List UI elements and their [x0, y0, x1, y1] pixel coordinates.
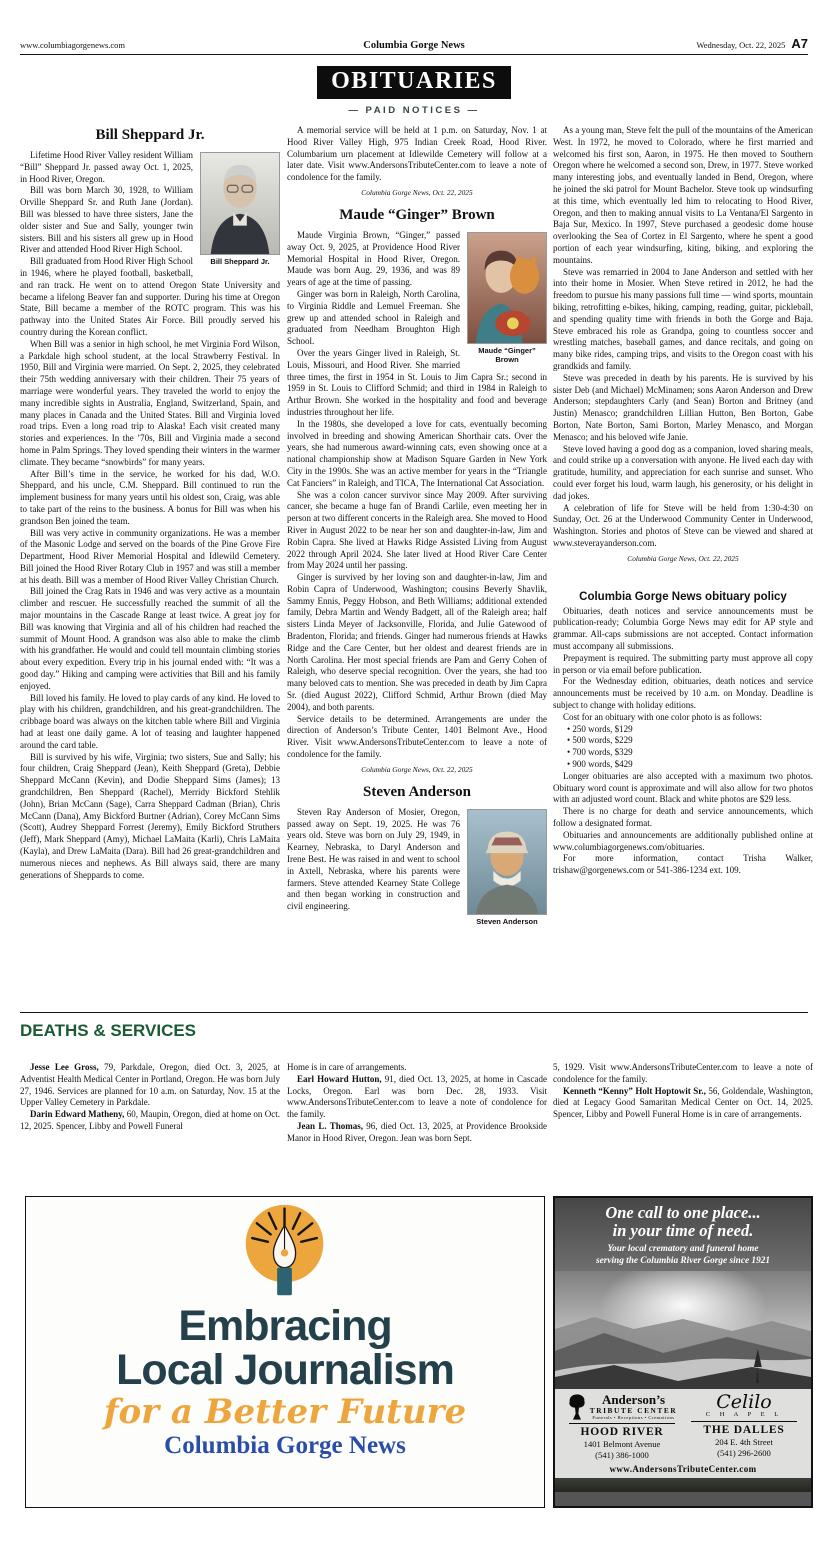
paragraph: Steve loved having a good dog as a companion, loved sharing meals, and could strike up a conversation with anyone. He lived each day with gratitude, humility, and appreciation for each sunrise and sunset. Who could ever forget his loud, warm laugh, his generosity, or his delight in dad jokes.: [553, 443, 813, 501]
policy-title: Columbia Gorge News obituary policy: [579, 590, 787, 603]
paragraph: Bill joined the Crag Rats in 1946 and was very active as a mountain climber and rescuer. He successfully reached the summit of all the major mountains in the Cascade Range at least twice. A great joy for Bill was knowing that Virginia and all of his children had reached the summit of Mount Hood. A grandson was also able to make the climb with his grandfather. He would and could tell mountain climbing stories about every expedition. Every trip in his journal ended with: “It was a good day.” Hiking and camping were activities that Bill and his family enjoyed.: [20, 586, 280, 691]
paragraph: Kenneth “Kenny” Holt Hoptowit Sr., 56, Goldendale, Washington, died at Legacy Good Samaritan Medical Center on Oct. 14, 2025. Spencer, Libby and Powell Funeral Home is in care of arrangements.: [553, 1085, 814, 1120]
paragraph: Cost for an obituary with one color photo is as follows:: [563, 711, 762, 722]
paragraph: Steve was preceded in death by his parents. He is survived by his sister Deb (and Michael) McMinamen; sons Aaron Anderson and Drew Anderson; stepdaughters Carly (and Sean) Borton and Britney (and Justin) Menasco; grandchildren Lillian Hutton, Ben Borton, Gabe Borton, Nate Borton, Sami Borton, Marley Menasco, and Morgan Menasco; and his beloved wife Janie.: [553, 372, 813, 442]
the-dalles-address: 204 E. 4th Street: [715, 1437, 773, 1447]
paragraph: Service details to be determined. Arrangements are under the direction of Anderson’s Tribute Center, 1401 Belmont Ave., Hood River. Visit www.AndersonsTributeCenter.com to leave a note of condolence for the family.: [287, 713, 547, 760]
ad-script-line: for a Better Future: [103, 1392, 467, 1432]
the-dalles-phone: (541) 296-2600: [717, 1447, 771, 1458]
tree-logo-icon: [567, 1393, 587, 1421]
portrait-placeholder-icon: [468, 810, 546, 914]
header-rule: [20, 54, 808, 55]
masthead: [20, 36, 808, 52]
paragraph: Earl Howard Hutton, 91, died Oct. 13, 2025, at home in Cascade Locks, Oregon. Earl was born Dec. 28, 1933. Visit www.AndersonsTributeCenter.com to leave a note of condolence for the family.: [287, 1073, 547, 1120]
the-dalles-location: [683, 1393, 805, 1460]
policy-paragraphs-bottom: [553, 771, 813, 877]
paragraph: Longer obituaries are also accepted with a maximum two photos. Obituary word count is approximate and will also allow for two photos with an adjusted word count. Black and white photos are $29 less.: [553, 770, 813, 805]
ad-headline-block: [555, 1198, 811, 1271]
column-2: [287, 125, 547, 1011]
paragraph: For the Wednesday edition, obituaries, death notices and service announcements must be received by 10 a.m. on Monday. Deadline is subject to change with holiday editions.: [553, 676, 813, 711]
paragraph: Obituaries and announcements are additionally published online at www.columbiagorgenews.com/obituaries.: [553, 829, 813, 852]
andersons-name: Anderson’s: [601, 1392, 666, 1407]
obit-bill-continuation: [287, 125, 547, 184]
steven-anderson-photo: [467, 809, 547, 915]
ad-headline-line1: Embracing: [178, 1302, 392, 1350]
divider: [569, 1423, 675, 1424]
obit-bill-body: [20, 150, 280, 881]
hood-river-phone: (541) 386-1000: [595, 1449, 649, 1460]
paragraph: • 250 words, $129: [567, 723, 633, 734]
ad-footer-strip: [555, 1478, 811, 1492]
obit-maude-body: [287, 230, 547, 761]
credit-line: Columbia Gorge News, Oct. 22, 2025: [627, 553, 739, 563]
photo-caption: Bill Sheppard Jr.: [210, 257, 270, 266]
paragraph: Bill loved his family. He loved to play cards of any kind. He loved to play with his children, grandchildren, and his great-grandchildren. The cribbage board was always on the kitchen table where Bill and Virginia had at least one daily game. A lot of teasing and laughter happened around the card table.: [20, 692, 280, 750]
paragraph: Ginger is survived by her loving son and daughter-in-law, Jim and Robin Capra of Underwood, Washington; cousins Beverly Shavlik, Sammy Ennis, Peggy Hobson, and Beth Williams; additional extended family, Debra Martin and Wendy Badgett, all of the Raleigh area; half sisters Linda Meyer of Jacksonville, Florida, and Julie Gatewood of Bradenton, Florida; and friends. Ginger had numerous friends at Hawks Ridge and the Care Center, but her oldest and dearest friends are in North Carolina. Her most special friends are Pam and Gerry Cohen of Raleigh, who deserve special recognition. Over the years, she had too many beloved cats to mention. She was preceded in death by Jim Capra Sr. (died August 2022), Clifford Schmid, Arthur Brown (died May 2004), and both parents.: [287, 572, 547, 712]
credit-line: Columbia Gorge News, Oct. 22, 2025: [361, 764, 473, 774]
issue-date: Wednesday, Oct. 22, 2025: [696, 40, 786, 50]
photo-caption: Maude “Ginger” Brown: [478, 345, 536, 364]
paragraph: • 700 words, $329: [567, 747, 633, 758]
paragraph: In the 1980s, she developed a love for cats, eventually becoming involved in breeding and showing American Shorthair cats. Over the years, she had numerous award-winning cats, even showing once at a national championship show at Madison Square Garden in New York City in the 1990s. She was an active member for years in the “Triangle Cat Fanciers” in Raleigh, and TICA, The International Cat Association.: [287, 418, 547, 488]
paragraph: • 500 words, $229: [567, 735, 633, 746]
obit-title-steven: Steven Anderson: [363, 783, 471, 800]
section-rule: [20, 1012, 808, 1013]
paragraph: When Bill was a senior in high school, he met Virginia Ford Wilson, a Parkdale high school student, at the local Strawberry Festival. In 1950, Bill and Virginia were married. On Sept. 2, 2025, they celebrated their 75th wedding anniversary with their children. Their 75 years of marriage were wonderful years. They traveled the world to enjoy the many incredible sights in Australia, England, Switzerland, Spain, and many places in Canada and the United States. Bill and Virginia loved road trips. Even a long road trip to Alaska! Each visit created many stories and experiences. In the ’70s, Bill and Virginia made a second home in Palm Springs. They loved spending their winters in the warmer climate. They became “snowbirds” for many years.: [20, 338, 280, 467]
paragraph: Over the years Ginger lived in Raleigh, St. Louis, Missouri, and Hood River. She married three times, the first in 1954 in St. Louis to Jim Capra Sr.; second in 1959 in St. Louis to Clifford Schmid; and third in 1984 in Raleigh to Arthur Brown. She worked in the hospitality and food and beverage industries throughout her life.: [287, 347, 547, 417]
photo-caption: Steven Anderson: [476, 916, 538, 926]
deaths-and-services-section: [20, 1012, 814, 1182]
paragraph: Home is in care of arrangements.: [287, 1062, 407, 1072]
obituary-policy: [553, 591, 813, 877]
obit-steven-continuation: [553, 125, 813, 550]
paragraph: Darin Edward Matheny, 60, Maupin, Oregon, died at home on Oct. 12, 2025. Spencer, Libby and Powell Funeral: [20, 1109, 281, 1131]
paragraph: After Bill’s time in the service, he worked for his dad, W.O. Sheppard, and his uncle, C.M. Sheppard. Bill continued to run the implement business for many years until his oldest son, Craig, was able to take part of the reins to the business. A bonus for Bill was when his grandson Ben joined the team.: [20, 468, 280, 526]
paragraph: She was a colon cancer survivor since May 2009. After surviving cancer, she became a huge fan of Brandi Carlile, even meeting her in person at two different concerts in the Raleigh area. She moved to Hood River in August 2022 to be near her son and daughter-in-law, Jim and Robin Capra. She lived at Hawks Ridge Assisted Living from August 2022 through April 2024. She later lived at Hood River Care Center from May 2024 until her passing.: [287, 489, 547, 571]
deaths-column-3: [553, 1062, 813, 1121]
paragraph: For more information, contact Trisha Walker, trishaw@gorgenews.com or 541-386-1234 ext. 109.: [553, 853, 813, 876]
credit-line: Columbia Gorge News, Oct. 22, 2025: [361, 187, 473, 197]
hood-river-address: 1401 Belmont Avenue: [583, 1439, 661, 1449]
paragraph: Prepayment is required. The submitting party must approve all copy in person or via email before publication.: [553, 652, 813, 675]
paragraph: 5, 1929. Visit www.AndersonsTributeCenter.com to leave a note of condolence for the family.: [553, 1062, 813, 1084]
policy-bullet-list: [553, 724, 813, 771]
paragraph: A celebration of life for Steve will be held from 1:30-4:30 on Sunday, Oct. 26 at the Underwood Community Center in Underwood, Washington. Stories and photos of Steve can be viewed and shared at www.steverayanderson.com.: [553, 502, 813, 548]
ad-headline-line2: Local Journalism: [116, 1346, 454, 1394]
hood-river-city: HOOD RIVER: [580, 1426, 664, 1438]
date-page: [545, 36, 808, 51]
paragraph: Bill was very active in community organizations. He was a member of the Masonic Lodge and served on the boards of the Pine Grove Fire Department, Hood River Memorial Hospital and Idlewild Cemetery. Bill joined the Hood River Rotary Club in 1957 and was still a member at his death. Bill was a member of Hood River Valley Christian Church.: [20, 527, 280, 585]
ad-headline-line2: in your time of need.: [612, 1221, 754, 1240]
paragraph: Bill graduated from Hood River High School in 1946, where he played football, basketball, and ran track. He went on to attend Oregon State University and became a lifelong Beaver fan and supporter. During his time at Oregon State, Bill became a member of the ROTC program. This was his pathway into the United States Air Force. Bill proudly served his country during the Korean conflict.: [20, 256, 280, 337]
paragraph: Steven Ray Anderson of Mosier, Oregon, passed away on Sept. 19, 2025. He was 76 years old. Steve was born on July 29, 1949, in Kearney, Nebraska, to Daryl Anderson and Irene Best. He was raised in and went to school in Axtell, Nebraska, where his parents were farmers. Steve attended Kearney State College and then began working in construction and civil engineering.: [287, 806, 460, 912]
gorge-photo: [555, 1271, 811, 1389]
deaths-column-1: [20, 1062, 280, 1133]
obituaries-title: OBITUARIES: [317, 66, 511, 99]
pen-nib-icon: [243, 1203, 326, 1299]
bill-sheppard-photo: [200, 152, 280, 255]
column-1: [20, 125, 280, 1011]
bill-sheppard-photo-figure: [200, 152, 280, 266]
paragraph: A memorial service will be held at 1 p.m. on Saturday, Nov. 1 at Hood River Valley High, 975 Indian Creek Road, Hood River. Columbarium urn placement at Idlewilde Cemetery will follow at a later date. Visit www.AndersonsTributeCenter.com to leave a note of condolence for the family.: [287, 125, 547, 183]
paragraph: • 900 words, $429: [567, 759, 633, 770]
policy-paragraphs-top: [553, 606, 813, 724]
steven-anderson-photo-figure: [467, 809, 547, 926]
obit-title-bill: Bill Sheppard Jr.: [95, 127, 205, 143]
local-journalism-ad: [25, 1196, 545, 1508]
paragraph: Lifetime Hood River Valley resident William “Bill” Sheppard Jr. passed away Oct. 1, 2025, in Hood River, Oregon.: [20, 150, 193, 184]
ad-headline-line1: One call to one place...: [605, 1203, 761, 1222]
publication-name: Columbia Gorge News: [363, 40, 465, 51]
paragraph: Jean L. Thomas, 96, died Oct. 13, 2025, at Providence Brookside Manor in Hood River, Oregon. Jean was born Sept.: [287, 1120, 547, 1143]
paragraph: As a young man, Steve felt the pull of the mountains of the American West. In 1972, he moved to Colorado, where he first married and welcomed his first son, Aaron, in 1975. He then moved to Southern Oregon where he welcomed a second son, Drew, in 1977. Steve worked many interesting jobs, and eventually landed in Bend, Oregon, where he joined the ski patrol for Mount Bachelor. Steve took up windsurfing at this time, which eventually led him to relocating to Hood River, Oregon, and then to making annual visits to La Ventana/El Sargento in Baja Sur, Mexico. In 1997, Steve purchased a geodesic dome house overlooking the Sea of Cortez in El Sargento, where he spent a good portion of each year windsurfing, kiting, biking, and exploring the mountains.: [553, 125, 813, 265]
ad-subline2: serving the Columbia River Gorge since 1921: [595, 1255, 771, 1266]
ad-brand-line: Columbia Gorge News: [164, 1432, 406, 1459]
obit-steven-body: [287, 806, 547, 926]
gorge-landscape-graphic: [555, 1271, 811, 1389]
andersons-tribute-center-ad: [553, 1196, 813, 1508]
paragraph: Bill was born March 30, 1928, to William Orville Sheppard Sr. and Ruth Jane (Jordan). Bill was blessed to have three sisters, Jane the older sister and Sue and Sally, younger twin sisters. Bill and his sisters all grew up in Hood River and attended Hood River High School.: [20, 185, 193, 255]
hood-river-location: [561, 1393, 683, 1460]
deaths-services-title: DEATHS & SERVICES: [20, 1021, 197, 1040]
maude-brown-photo: [467, 232, 547, 344]
maude-brown-photo-figure: [467, 232, 547, 364]
paragraph: Jesse Lee Gross, 79, Parkdale, Oregon, died Oct. 3, 2025, at Adventist Health Medical Center in Portland, Oregon. He was born July 27, 1946. Services are planned for 10 a.m. on Saturday, Nov. 15 at the Upper Valley Cemetery in Parkdale.: [20, 1062, 280, 1108]
the-dalles-city: THE DALLES: [703, 1424, 785, 1436]
paid-notices-label: — PAID NOTICES —: [348, 105, 480, 116]
paragraph: There is no charge for death and service announcements, which follow a designated format.: [553, 806, 813, 829]
ad-locations-panel: [555, 1389, 811, 1463]
celilo-name: Celilo: [716, 1391, 772, 1413]
divider: [691, 1421, 797, 1422]
paragraph: Bill is survived by his wife, Virginia; two sisters, Sue and Sally; his four children, Craig Sheppard (Jean), Keith Sheppard (Greta), Debbie Sheppard McCann (Kevin), and Dodie Sheppard Sims (James); 13 grandchildren, Ben Sheppard (Rachel), Merridy Bickford Stehlik (John), Brian McCann (Sage), Carra Sheppard Cadman (Brian), Chris McCann (Dana), Amy Bickford Burtner (Adrian), Corey McCann Sims (Scott), Audrey Sheppard Forrest (Jeremy), Emily Bickford Struthers (Jeff), Mark Sheppard (Amy), Michael LaMaita (Karli), Chris LaMaita (Kayla), and Drew LaMaita (Dara). Bill had 26 great-grandchildren and numerous nieces and nephews. As Bill always said, there are many generations of Sheppards to come.: [20, 751, 280, 880]
paragraph: Steve was remarried in 2004 to Jane Anderson and settled with her into their home in Mosier. When Steve retired in 2012, he had the freedom to pursue his many passions full time — wind sports, mountain biking, retrofitting e-bikes, hiking, camping, reading, guitar, pickleball, and spending quality time with friends in both the Gorge and Baja. Steve embraced his role as Grandpa, going to countless soccer and wrestling matches, baseball games, and dance recitals, and going on many bike rides, camping trips, and visits to the Oregon coast with his grandkids and family.: [553, 266, 813, 371]
obituaries-banner: [0, 66, 828, 116]
paragraph: Maude Virginia Brown, “Ginger,” passed away Oct. 9, 2025, at Providence Hood River Memorial Hospital in Hood River, Oregon. Maude was born Aug. 29, 1936, and was 89 years of age at the time of passing.: [287, 229, 460, 288]
ad-subline1: Your local crematory and funeral home: [607, 1244, 759, 1254]
tribute-center-label: TRIBUTE CENTER: [589, 1406, 678, 1415]
portrait-placeholder-icon: [201, 153, 279, 254]
chapel-label: C H A P E L: [705, 1411, 783, 1418]
obit-title-maude: Maude “Ginger” Brown: [339, 206, 495, 223]
portrait-placeholder-icon: [468, 233, 546, 343]
ad-website: www.AndersonsTributeCenter.com: [555, 1463, 811, 1478]
deaths-column-2: [287, 1062, 547, 1145]
page-number: A7: [791, 36, 809, 51]
column-3: [553, 125, 813, 1011]
paragraph: Obituaries, death notices and service announcements must be publication-ready; Columbia Gorge News may edit for AP style and grammar. All-caps submissions are not accepted. Contact information must accompany all submissions.: [553, 605, 813, 652]
services-tagline: Funerals • Receptions • Cremations: [592, 1415, 675, 1420]
paragraph: Ginger was born in Raleigh, North Carolina, to Virginia Riddle and Lemuel Freeman. She grew up and attended school in Raleigh and graduated from Needham Broughton High School.: [287, 288, 460, 347]
site-url: www.columbiagorgenews.com: [20, 40, 126, 50]
